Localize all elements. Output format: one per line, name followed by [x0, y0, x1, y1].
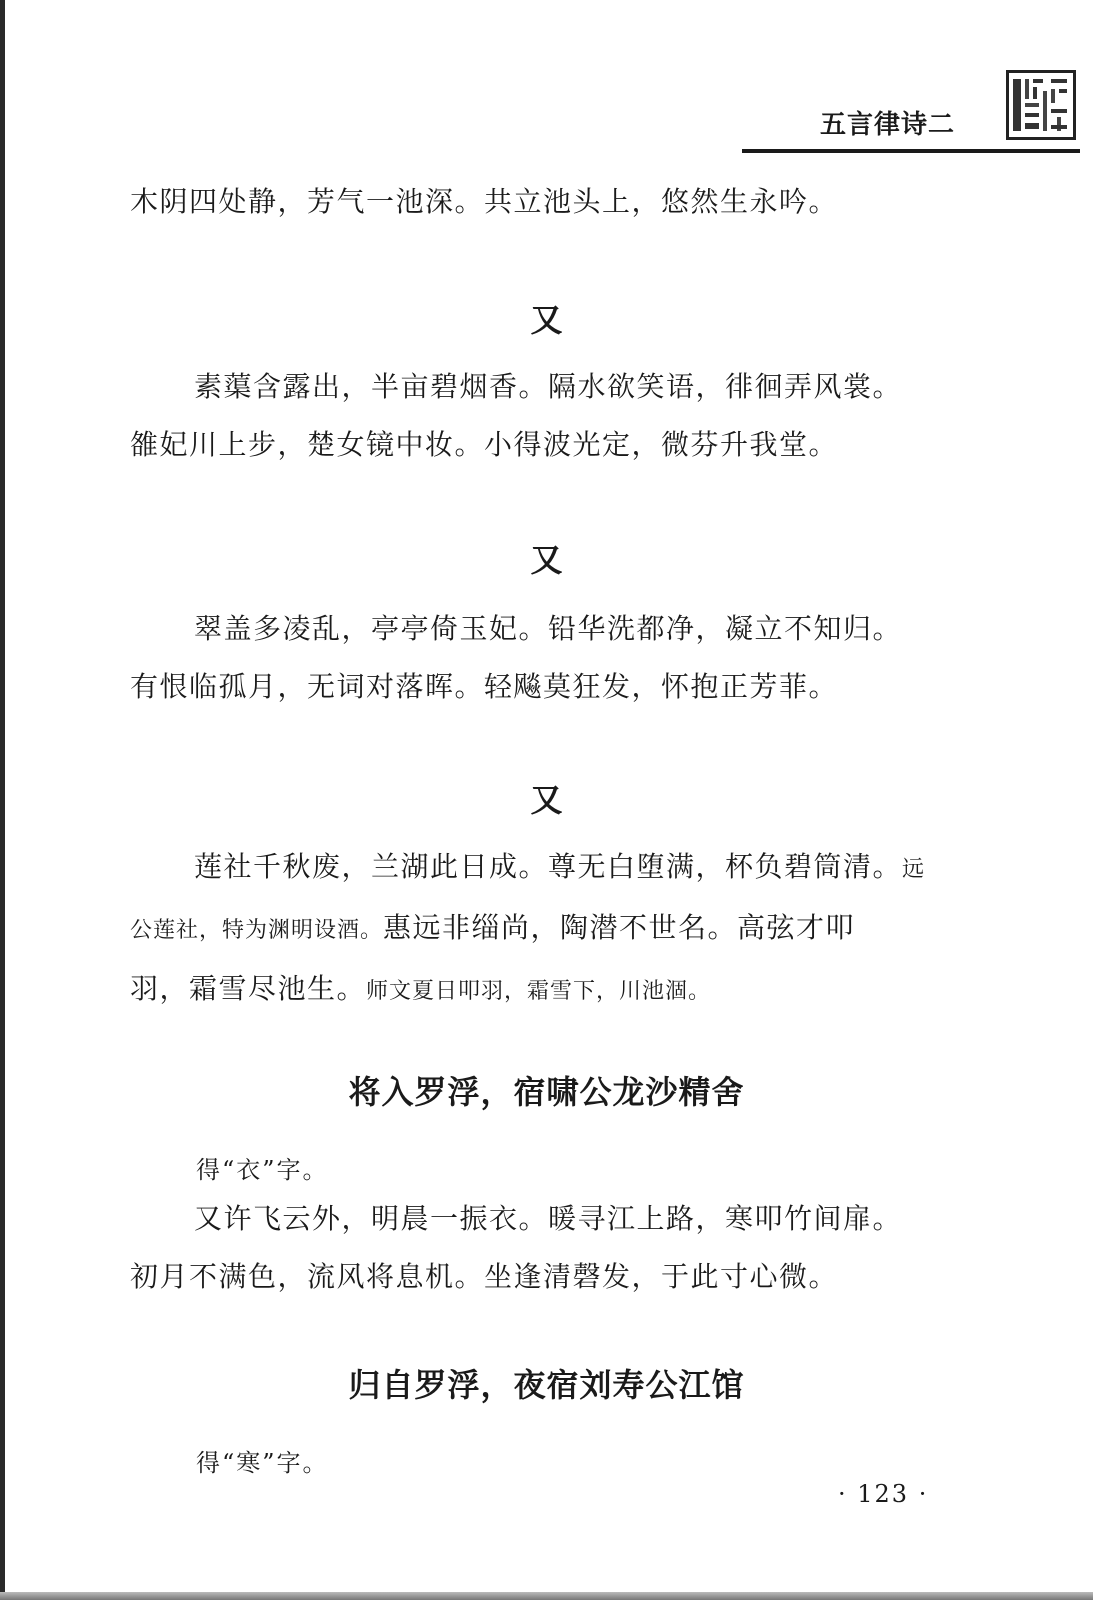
- poem-line: [130, 960, 980, 1021]
- seal-stamp-icon: [1006, 70, 1076, 140]
- poem-line: 翠盖多凌乱，亭亭倚玉妃。铅华洗都净，凝立不知归。: [194, 612, 903, 645]
- poem-stanza: [130, 1190, 980, 1306]
- poem-line: 初月不满色，流风将息机。坐逢清磬发，于此寸心微。: [130, 1260, 839, 1293]
- poem-stanza: [130, 600, 980, 716]
- section-heading-you: 又: [530, 781, 563, 819]
- rhyme-note: 得“寒”字。: [196, 1449, 329, 1477]
- section-heading-you: 又: [530, 301, 563, 339]
- poem-line: 雒妃川上步，楚女镜中妆。小得波光定，微芬升我堂。: [130, 428, 839, 461]
- annotation: 师文夏日叩羽，霜雪下，川池涸。: [366, 979, 712, 1004]
- annotation: 公莲社，特为渊明设酒。: [130, 918, 384, 943]
- header-rule: [742, 149, 1080, 153]
- poem-stanza: [130, 358, 980, 474]
- poem-stanza-tail: [130, 173, 980, 231]
- poem-text: 羽，霜雪尽池生。: [130, 972, 367, 1005]
- poem-text: 莲社千秋废，兰湖此日成。尊无白堕满，杯负碧筒清。: [194, 850, 903, 883]
- poem-stanza-annotated: [130, 838, 980, 1021]
- annotation: 远: [902, 857, 926, 882]
- page-number: · 123 ·: [838, 1480, 929, 1508]
- poem-line: 有恨临孤月，无词对落晖。轻飚莫狂发，怀抱正芳菲。: [130, 670, 839, 703]
- poem-title: 将入罗浮，宿啸公龙沙精舍: [348, 1073, 745, 1111]
- poem-title: 归自罗浮，夜宿刘寿公江馆: [348, 1366, 745, 1404]
- poem-line: [130, 899, 980, 960]
- poem-line: 木阴四处静，芳气一池深。共立池头上，悠然生永吟。: [130, 185, 839, 218]
- running-head: 五言律诗二: [820, 110, 956, 140]
- poem-line: 素蕖含露出，半亩碧烟香。隔水欲笑语，徘徊弄风裳。: [194, 370, 903, 403]
- section-heading-you: 又: [530, 541, 563, 579]
- page-bottom-edge: [0, 1592, 1093, 1600]
- poem-line: 又许飞云外，明晨一振衣。暖寻江上路，寒叩竹间扉。: [194, 1202, 903, 1235]
- rhyme-note: 得“衣”字。: [196, 1156, 329, 1184]
- poem-line: [130, 838, 980, 899]
- poem-text: 惠远非缁尚，陶潜不世名。高弦才叩: [383, 911, 856, 944]
